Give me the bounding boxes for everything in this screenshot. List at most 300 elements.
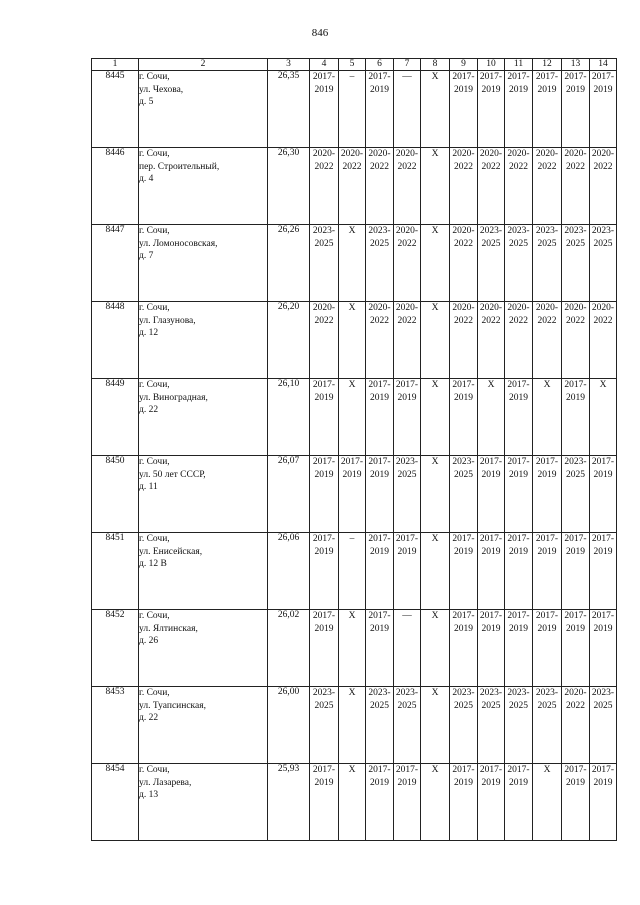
address-line: г. Сочи,: [139, 380, 170, 390]
period-line: 2019: [481, 547, 501, 557]
period-cell: [562, 687, 590, 764]
period-cell: [505, 379, 533, 456]
period-line: 2019: [342, 470, 362, 480]
period-cell: [366, 148, 394, 225]
period-line: 2017-: [591, 765, 615, 775]
period-cell: [505, 764, 533, 841]
period-cell: [590, 148, 617, 225]
column-header: 13: [562, 59, 590, 71]
period-cell: [366, 456, 394, 533]
period-line: 2017-: [312, 611, 336, 621]
period-cell: [533, 533, 562, 610]
period-line: 2020-: [395, 149, 419, 159]
period-line: X: [431, 303, 439, 313]
period-line: —: [402, 611, 412, 621]
period-line: 2017-: [535, 72, 559, 82]
period-line: 2022: [481, 316, 501, 326]
table-row: [92, 456, 617, 533]
period-line: 2019: [314, 547, 334, 557]
period-cell: [478, 225, 505, 302]
period-line: X: [348, 303, 356, 313]
record-number-cell: 8454: [92, 764, 139, 841]
address-cell: [139, 148, 268, 225]
period-line: 2023-: [535, 226, 559, 236]
period-line: X: [348, 611, 356, 621]
period-line: 2022: [314, 162, 334, 172]
period-line: 2017-: [591, 72, 615, 82]
record-number-cell: 8447: [92, 225, 139, 302]
column-header: 6: [366, 59, 394, 71]
period-cell: [394, 225, 421, 302]
period-cell: [339, 610, 366, 687]
period-cell: [310, 533, 339, 610]
period-line: 2022: [370, 162, 389, 172]
period-line: 2023-: [395, 457, 419, 467]
period-line: 2023-: [591, 226, 615, 236]
period-cell: [310, 71, 339, 148]
period-cell: [505, 225, 533, 302]
column-header: 1: [92, 59, 139, 71]
period-line: 2019: [314, 624, 334, 634]
address-line: г. Сочи,: [139, 611, 170, 621]
period-line: 2025: [454, 470, 473, 480]
period-cell: [533, 302, 562, 379]
period-cell: [590, 533, 617, 610]
period-cell: [339, 71, 366, 148]
period-line: 2020-: [535, 303, 559, 313]
period-cell: [450, 456, 478, 533]
period-line: 2019: [454, 85, 473, 95]
period-line: X: [348, 765, 356, 775]
period-line: 2017-: [395, 534, 419, 544]
period-line: 2019: [566, 778, 585, 788]
table-row: [92, 379, 617, 456]
address-line: ул. Чехова,: [139, 84, 184, 95]
period-line: 2019: [537, 547, 557, 557]
period-line: 2020-: [591, 303, 615, 313]
period-line: 2025: [509, 239, 528, 249]
record-number-cell: 8446: [92, 148, 139, 225]
period-line: 2025: [566, 239, 585, 249]
period-line: 2017-: [564, 534, 587, 544]
period-cell: [533, 456, 562, 533]
period-line: 2019: [397, 778, 417, 788]
period-cell: [478, 533, 505, 610]
area-cell: 26,20: [268, 302, 310, 379]
period-cell: [533, 764, 562, 841]
period-cell: [394, 148, 421, 225]
address-line: д. 4: [139, 174, 154, 184]
period-line: 2017-: [591, 611, 615, 621]
period-line: 2019: [481, 624, 501, 634]
period-cell: [366, 533, 394, 610]
table-row: [92, 533, 617, 610]
period-line: 2025: [397, 701, 417, 711]
period-line: 2019: [537, 470, 557, 480]
period-line: 2019: [454, 624, 473, 634]
period-line: 2023-: [564, 226, 587, 236]
record-number-cell: 8449: [92, 379, 139, 456]
period-cell: [394, 764, 421, 841]
period-line: 2017-: [507, 380, 530, 390]
period-line: 2017-: [452, 380, 475, 390]
period-line: X: [543, 765, 551, 775]
period-line: 2019: [566, 547, 585, 557]
address-line: ул. Енисейская,: [139, 546, 203, 557]
period-line: X: [599, 380, 607, 390]
period-line: 2019: [509, 547, 528, 557]
area-cell: 25,93: [268, 764, 310, 841]
address-line: г. Сочи,: [139, 534, 170, 544]
period-line: 2023-: [452, 688, 475, 698]
address-line: пер. Строительный,: [139, 161, 220, 172]
period-line: 2019: [509, 624, 528, 634]
period-line: 2019: [370, 547, 389, 557]
period-line: 2023-: [507, 688, 530, 698]
period-line: 2022: [342, 162, 362, 172]
column-header: 2: [139, 59, 268, 71]
period-line: 2025: [370, 701, 389, 711]
header-row: [92, 59, 617, 71]
period-cell: [450, 687, 478, 764]
period-line: 2019: [397, 547, 417, 557]
period-line: 2022: [593, 316, 613, 326]
period-line: 2019: [314, 778, 334, 788]
period-cell: [590, 610, 617, 687]
period-line: 2022: [454, 316, 473, 326]
period-line: 2025: [593, 701, 613, 711]
period-line: 2025: [370, 239, 389, 249]
address-line: г. Сочи,: [139, 149, 170, 159]
address-cell: [139, 687, 268, 764]
column-header: 8: [421, 59, 450, 71]
area-cell: 26,06: [268, 533, 310, 610]
period-cell: [562, 456, 590, 533]
address-cell: [139, 71, 268, 148]
period-line: 2020-: [452, 303, 475, 313]
period-cell: [421, 379, 450, 456]
period-cell: [505, 302, 533, 379]
period-line: 2017-: [312, 534, 336, 544]
period-line: 2022: [397, 239, 417, 249]
address-line: д. 11: [139, 482, 158, 492]
period-line: 2017-: [312, 72, 336, 82]
period-line: 2022: [566, 701, 585, 711]
record-number-cell: 8445: [92, 71, 139, 148]
column-header: 3: [268, 59, 310, 71]
period-cell: [450, 379, 478, 456]
period-line: 2017-: [507, 611, 530, 621]
address-line: д. 22: [139, 405, 159, 415]
period-cell: [450, 148, 478, 225]
period-cell: [562, 533, 590, 610]
area-cell: 26,30: [268, 148, 310, 225]
column-header: 11: [505, 59, 533, 71]
period-line: 2020-: [312, 303, 336, 313]
page-number: 846: [311, 27, 329, 39]
period-line: 2017-: [535, 534, 559, 544]
period-line: 2019: [370, 470, 389, 480]
address-line: г. Сочи,: [139, 765, 170, 775]
period-line: X: [431, 765, 439, 775]
period-line: 2017-: [368, 457, 391, 467]
period-cell: [394, 302, 421, 379]
period-cell: [339, 456, 366, 533]
period-line: 2019: [566, 624, 585, 634]
period-line: 2020-: [564, 149, 587, 159]
period-line: 2022: [397, 162, 417, 172]
address-line: ул. Лазарева,: [139, 777, 192, 788]
period-cell: [339, 225, 366, 302]
address-cell: [139, 610, 268, 687]
period-cell: [394, 456, 421, 533]
period-line: 2022: [481, 162, 501, 172]
period-cell: [590, 764, 617, 841]
period-line: 2019: [509, 778, 528, 788]
period-cell: [533, 225, 562, 302]
area-cell: 26,00: [268, 687, 310, 764]
period-line: 2017-: [312, 765, 336, 775]
period-line: 2017-: [479, 72, 503, 82]
period-cell: [421, 764, 450, 841]
period-cell: [450, 71, 478, 148]
period-line: 2020-: [479, 303, 503, 313]
period-line: 2023-: [479, 226, 503, 236]
address-line: г. Сочи,: [139, 457, 170, 467]
period-line: 2022: [454, 162, 473, 172]
period-line: 2019: [481, 778, 501, 788]
period-line: 2020-: [452, 149, 475, 159]
table-row: [92, 687, 617, 764]
period-cell: [562, 610, 590, 687]
period-cell: [310, 687, 339, 764]
period-line: 2019: [481, 470, 501, 480]
period-line: 2022: [454, 239, 473, 249]
period-line: 2020-: [479, 149, 503, 159]
address-line: ул. Ялтинская,: [139, 623, 198, 634]
period-line: 2020-: [535, 149, 559, 159]
period-cell: [505, 148, 533, 225]
period-cell: [310, 148, 339, 225]
period-line: 2019: [370, 393, 389, 403]
period-cell: [421, 687, 450, 764]
period-line: X: [348, 226, 356, 236]
period-line: 2017-: [340, 457, 364, 467]
period-cell: [339, 764, 366, 841]
period-line: 2023-: [507, 226, 530, 236]
address-line: ул. Глазунова,: [139, 315, 196, 326]
period-cell: [533, 379, 562, 456]
period-line: X: [348, 380, 356, 390]
period-line: 2017-: [535, 611, 559, 621]
period-cell: [590, 379, 617, 456]
table-row: [92, 302, 617, 379]
period-line: 2022: [566, 162, 585, 172]
period-line: X: [487, 380, 495, 390]
period-cell: [562, 764, 590, 841]
period-cell: [478, 379, 505, 456]
period-line: 2019: [370, 778, 389, 788]
period-cell: [310, 302, 339, 379]
period-line: 2017-: [452, 72, 475, 82]
period-line: 2020-: [591, 149, 615, 159]
period-line: 2017-: [452, 611, 475, 621]
column-header: 5: [339, 59, 366, 71]
address-line: д. 5: [139, 97, 154, 107]
table-row: [92, 71, 617, 148]
period-line: 2025: [314, 701, 334, 711]
period-line: 2019: [454, 547, 473, 557]
address-line: д. 26: [139, 636, 159, 646]
period-line: 2022: [370, 316, 389, 326]
period-line: 2023-: [368, 226, 391, 236]
period-cell: [421, 456, 450, 533]
period-cell: [450, 764, 478, 841]
period-cell: [450, 225, 478, 302]
period-cell: [394, 71, 421, 148]
period-line: 2022: [566, 316, 585, 326]
period-cell: [562, 379, 590, 456]
period-cell: [478, 610, 505, 687]
area-cell: 26,26: [268, 225, 310, 302]
address-line: ул. 50 лет СССР,: [139, 469, 206, 480]
address-line: д. 13: [139, 790, 159, 800]
period-line: 2023-: [591, 688, 615, 698]
period-line: X: [348, 688, 356, 698]
period-line: 2019: [566, 393, 585, 403]
period-line: 2017-: [591, 457, 615, 467]
period-line: 2017-: [507, 72, 530, 82]
area-cell: 26,07: [268, 456, 310, 533]
period-cell: [533, 687, 562, 764]
area-cell: 26,02: [268, 610, 310, 687]
address-line: г. Сочи,: [139, 72, 170, 82]
period-cell: [366, 764, 394, 841]
period-line: X: [431, 457, 439, 467]
period-line: 2022: [509, 162, 528, 172]
period-cell: [590, 302, 617, 379]
period-line: 2019: [537, 624, 557, 634]
period-line: –: [349, 534, 355, 544]
period-line: 2025: [537, 239, 557, 249]
period-line: 2017-: [535, 457, 559, 467]
period-cell: [478, 764, 505, 841]
period-line: 2019: [397, 393, 417, 403]
period-line: 2017-: [368, 765, 391, 775]
period-cell: [394, 533, 421, 610]
period-line: 2022: [314, 316, 334, 326]
period-cell: [339, 687, 366, 764]
period-cell: [366, 302, 394, 379]
period-cell: [478, 71, 505, 148]
period-line: 2019: [454, 778, 473, 788]
period-cell: [533, 71, 562, 148]
address-line: ул. Туапсинская,: [139, 700, 206, 711]
period-line: 2017-: [564, 380, 587, 390]
period-line: 2019: [593, 778, 613, 788]
address-cell: [139, 764, 268, 841]
period-line: 2019: [370, 85, 389, 95]
record-number-cell: 8450: [92, 456, 139, 533]
period-line: 2022: [537, 316, 557, 326]
period-line: 2017-: [479, 611, 503, 621]
period-line: 2017-: [368, 534, 391, 544]
period-cell: [450, 610, 478, 687]
period-cell: [394, 687, 421, 764]
period-cell: [310, 610, 339, 687]
period-cell: [310, 379, 339, 456]
registry-table: [91, 58, 617, 841]
period-line: 2017-: [368, 72, 391, 82]
period-line: 2017-: [452, 534, 475, 544]
period-cell: [339, 302, 366, 379]
period-cell: [478, 148, 505, 225]
period-cell: [505, 533, 533, 610]
period-line: 2025: [481, 701, 501, 711]
period-line: 2019: [509, 470, 528, 480]
period-line: 2017-: [591, 534, 615, 544]
period-line: 2022: [537, 162, 557, 172]
period-cell: [505, 610, 533, 687]
period-cell: [339, 148, 366, 225]
period-line: 2019: [593, 470, 613, 480]
period-cell: [421, 533, 450, 610]
period-line: 2020-: [368, 149, 391, 159]
period-cell: [533, 610, 562, 687]
period-cell: [310, 225, 339, 302]
period-line: 2023-: [479, 688, 503, 698]
period-line: 2017-: [395, 765, 419, 775]
period-line: 2025: [593, 239, 613, 249]
record-number-cell: 8453: [92, 687, 139, 764]
period-cell: [590, 225, 617, 302]
period-cell: [366, 71, 394, 148]
period-cell: [505, 687, 533, 764]
period-cell: [310, 764, 339, 841]
period-line: 2022: [593, 162, 613, 172]
period-cell: [505, 71, 533, 148]
period-cell: [421, 610, 450, 687]
address-cell: [139, 533, 268, 610]
table-row: [92, 225, 617, 302]
period-line: 2019: [509, 85, 528, 95]
period-line: 2023-: [312, 688, 336, 698]
period-line: 2020-: [312, 149, 336, 159]
period-line: 2019: [314, 393, 334, 403]
table-row: [92, 610, 617, 687]
address-line: ул. Ломоносовская,: [139, 238, 218, 249]
period-line: 2025: [397, 470, 417, 480]
period-cell: [366, 379, 394, 456]
column-header: 12: [533, 59, 562, 71]
period-line: 2025: [566, 470, 585, 480]
period-line: 2020-: [507, 149, 530, 159]
period-line: 2025: [481, 239, 501, 249]
period-line: 2017-: [479, 534, 503, 544]
period-cell: [590, 687, 617, 764]
period-cell: [478, 687, 505, 764]
period-line: 2025: [537, 701, 557, 711]
period-line: 2025: [314, 239, 334, 249]
address-line: д. 12: [139, 328, 159, 338]
period-cell: [590, 71, 617, 148]
period-cell: [366, 225, 394, 302]
period-line: 2017-: [479, 457, 503, 467]
address-cell: [139, 302, 268, 379]
period-line: 2017-: [507, 534, 530, 544]
period-line: 2019: [481, 85, 501, 95]
address-line: г. Сочи,: [139, 688, 170, 698]
